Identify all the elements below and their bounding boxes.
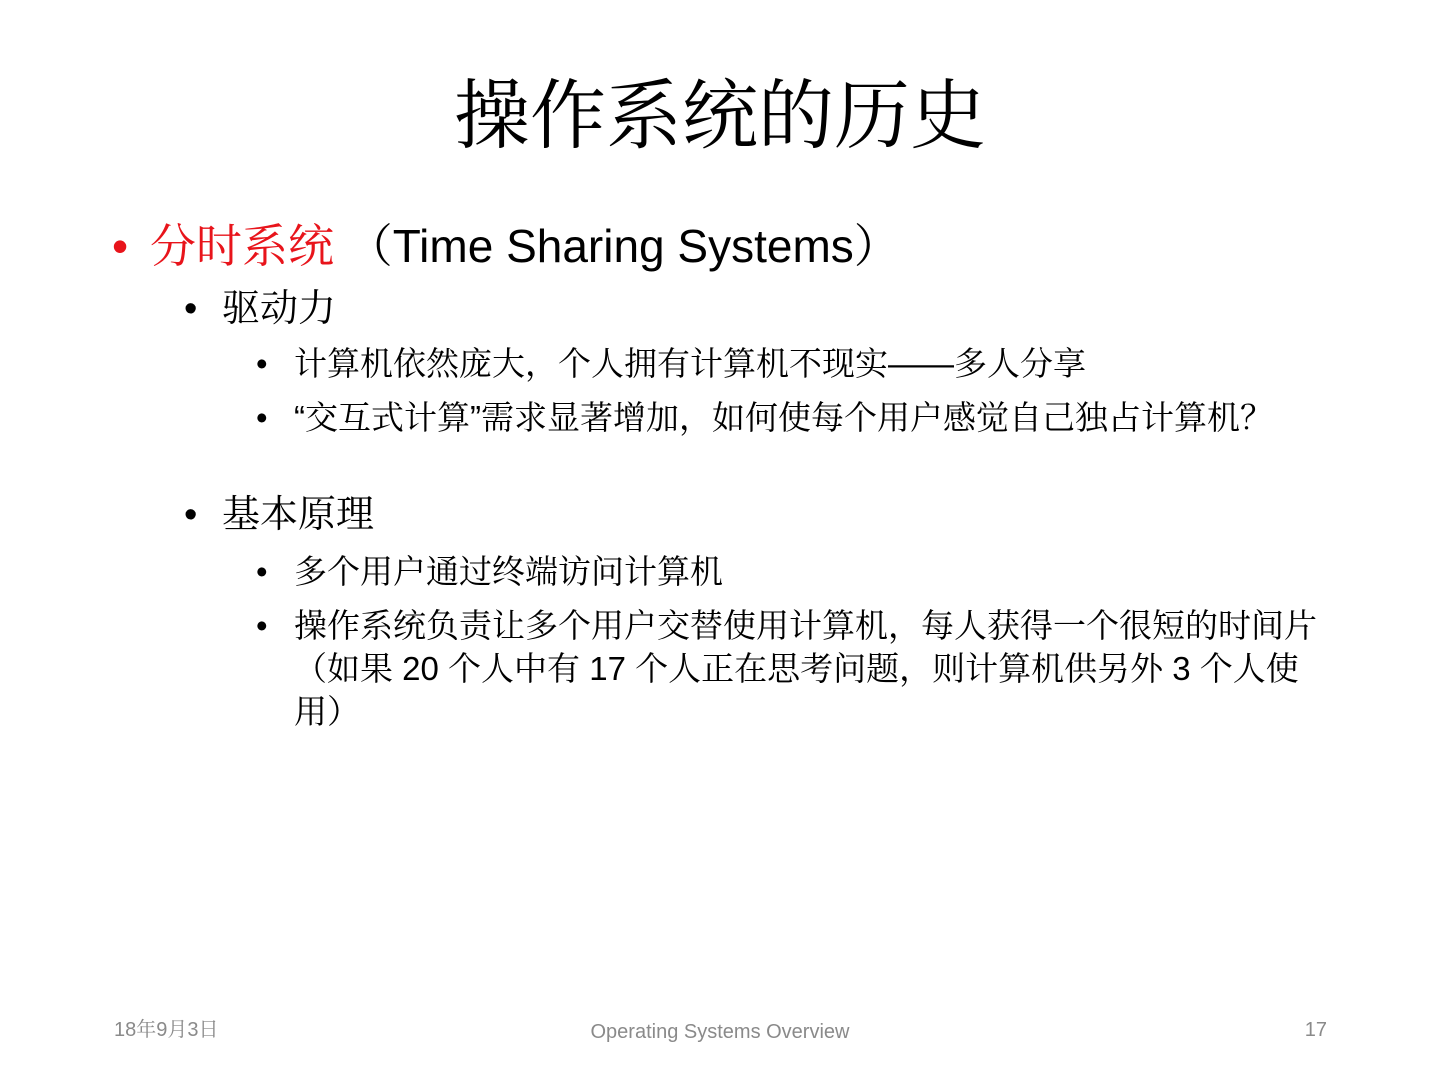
main-bullet	[112, 218, 1332, 274]
bullet-icon: •	[184, 494, 198, 536]
bullet-icon: •	[112, 220, 129, 272]
bullet-icon: •	[256, 607, 268, 644]
list-item-text: 多个用户通过终端访问计算机	[294, 553, 723, 590]
list-item	[256, 342, 1326, 385]
section-heading-driving-force	[184, 286, 1334, 332]
section-label: 基本原理	[222, 494, 375, 536]
slide-title: 操作系统的历史	[454, 74, 986, 159]
section-label: 驱动力	[222, 288, 337, 330]
bullet-icon: •	[256, 553, 268, 590]
list-item-text: 操作系统负责让多个用户交替使用计算机，每人获得一个很短的时间片（如果 20 个人中有 17 个人正在思考问题，则计算机供另外 3 个人使用）	[294, 607, 1317, 730]
list-item-text: 计算机依然庞大，个人拥有计算机不现实——多人分享	[294, 345, 1086, 382]
section-heading-principle	[184, 492, 1334, 538]
main-bullet-text	[150, 218, 1332, 274]
footer-date: 18年9月3日	[114, 1019, 219, 1041]
main-bullet-highlight: 分时系统	[150, 220, 334, 272]
list-item	[256, 396, 1326, 439]
page-number: 17	[1304, 1019, 1327, 1041]
main-bullet-rest: （Time Sharing Systems）	[346, 220, 900, 272]
bullet-icon: •	[256, 345, 268, 382]
bullet-icon: •	[256, 399, 268, 436]
footer-title: Operating Systems Overview	[590, 1021, 850, 1043]
list-item	[256, 550, 1326, 593]
bullet-icon: •	[184, 288, 198, 330]
list-item	[256, 604, 1326, 733]
list-item-text: “交互式计算”需求显著增加，如何使每个用户感觉自己独占计算机？	[294, 399, 1273, 436]
